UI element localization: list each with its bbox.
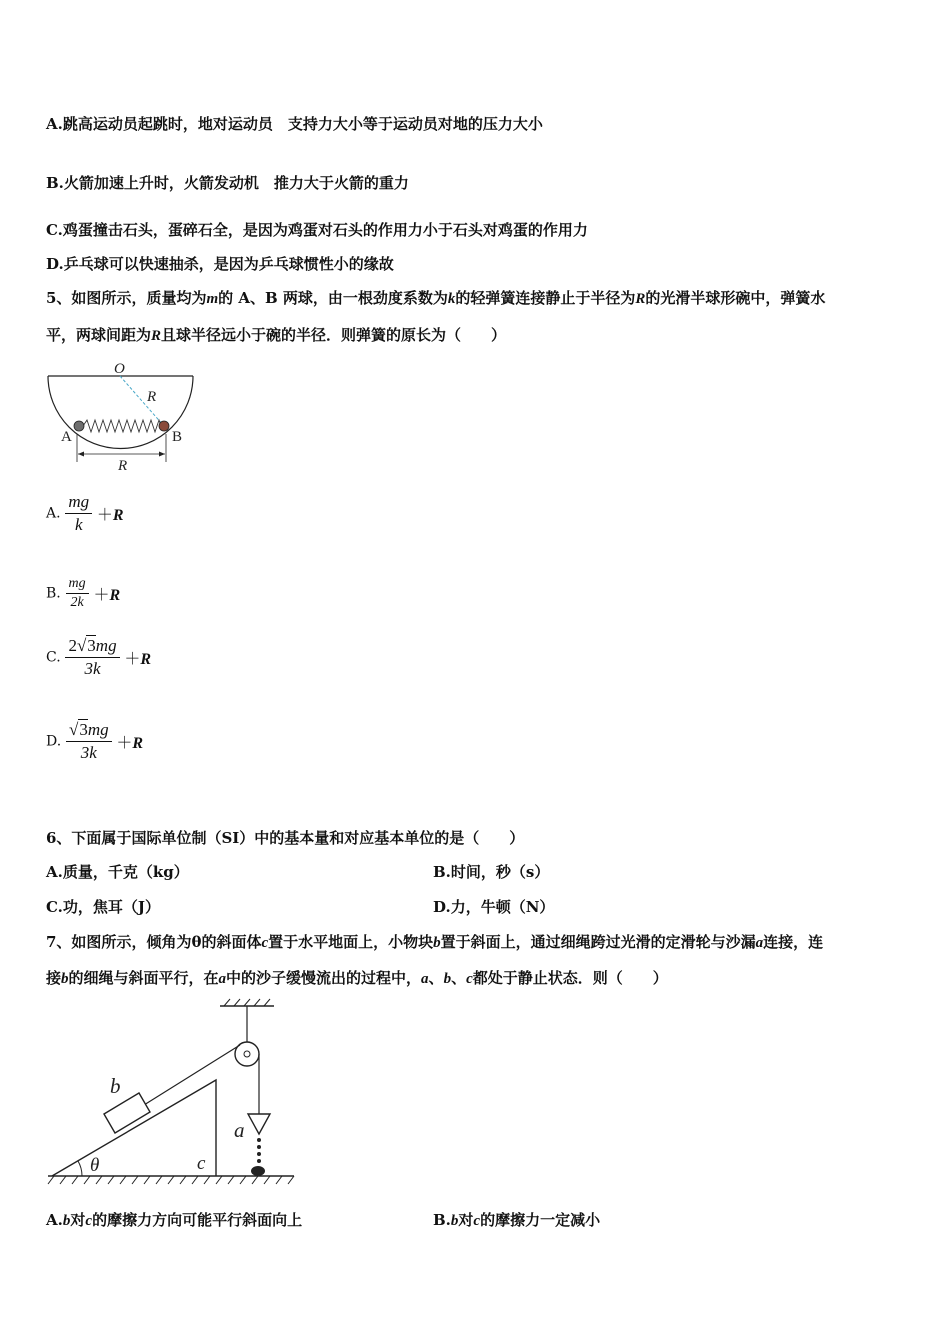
q5-option-a: A. $\frac{mg}{k}$ ＋R — [46, 492, 124, 534]
q5-bowl-figure — [40, 358, 210, 478]
fig5-label-r-radius: R — [147, 389, 157, 405]
fig7-label-a: a — [234, 1118, 245, 1142]
q7-stem-line2: 接b的细绳与斜面平行，在a中的沙子缓慢流出的过程中，a、b、c都处于静止状态．则（ ） — [46, 969, 668, 987]
q4-option-b: B.火箭加速上升时，火箭发动机 推力大于火箭的重力 — [46, 174, 409, 192]
q5-option-b: B. $\frac{mg}{2k}$ ＋R — [46, 576, 121, 610]
fig5-label-o: O — [114, 361, 125, 377]
fig7-label-theta: θ — [90, 1155, 100, 1176]
q4-option-c: C.鸡蛋撞击石头，蛋碎石全，是因为鸡蛋对石头的作用力小于石头对鸡蛋的作用力 — [46, 221, 588, 239]
q5-stem-line1: 5、如图所示，质量均为m的 A、B 两球，由一根劲度系数为k的轻弹簧连接静止于半径为R的光滑半球形碗中，弹簧水 — [46, 289, 826, 307]
fig7-label-b: b — [110, 1074, 121, 1098]
q5-option-c: C. $\frac{2√3mg}{3k}$ ＋R — [46, 636, 152, 678]
q4-option-a: A.跳高运动员起跳时，地对运动员 支持力大小等于运动员对地的压力大小 — [46, 115, 543, 133]
q6-option-a: A.质量，千克（kg） — [46, 863, 189, 881]
q5-option-d: D. $\frac{√3mg}{3k}$ ＋R — [46, 720, 144, 762]
fig5-label-a: A — [61, 429, 72, 445]
q6-stem: 6、下面属于国际单位制（SI）中的基本量和对应基本单位的是（ ） — [46, 829, 525, 847]
q7-incline-figure — [44, 996, 304, 1196]
q6-option-c: C.功，焦耳（J） — [46, 898, 160, 916]
q7-option-a: A.b对c的摩擦力方向可能平行斜面向上 — [46, 1211, 303, 1229]
q7-stem-line1: 7、如图所示，倾角为θ的斜面体c置于水平地面上，小物块b置于斜面上，通过细绳跨过光滑的定滑轮与沙漏a连接，连 — [46, 933, 824, 951]
q5-stem-line2: 平，两球间距为R且球半径远小于碗的半径．则弹簧的原长为（ ） — [46, 326, 507, 344]
q6-option-b: B.时间，秒（s） — [433, 863, 550, 881]
q7-option-b: B.b对c的摩擦力一定减小 — [433, 1211, 601, 1229]
fig5-label-b: B — [172, 429, 183, 445]
q4-option-d: D.乒乓球可以快速抽杀，是因为乒乓球惯性小的缘故 — [46, 255, 394, 273]
q6-option-d: D.力，牛顿（N） — [433, 898, 555, 916]
fig7-label-c: c — [197, 1153, 206, 1174]
fig5-label-r-bottom: R — [118, 458, 128, 474]
